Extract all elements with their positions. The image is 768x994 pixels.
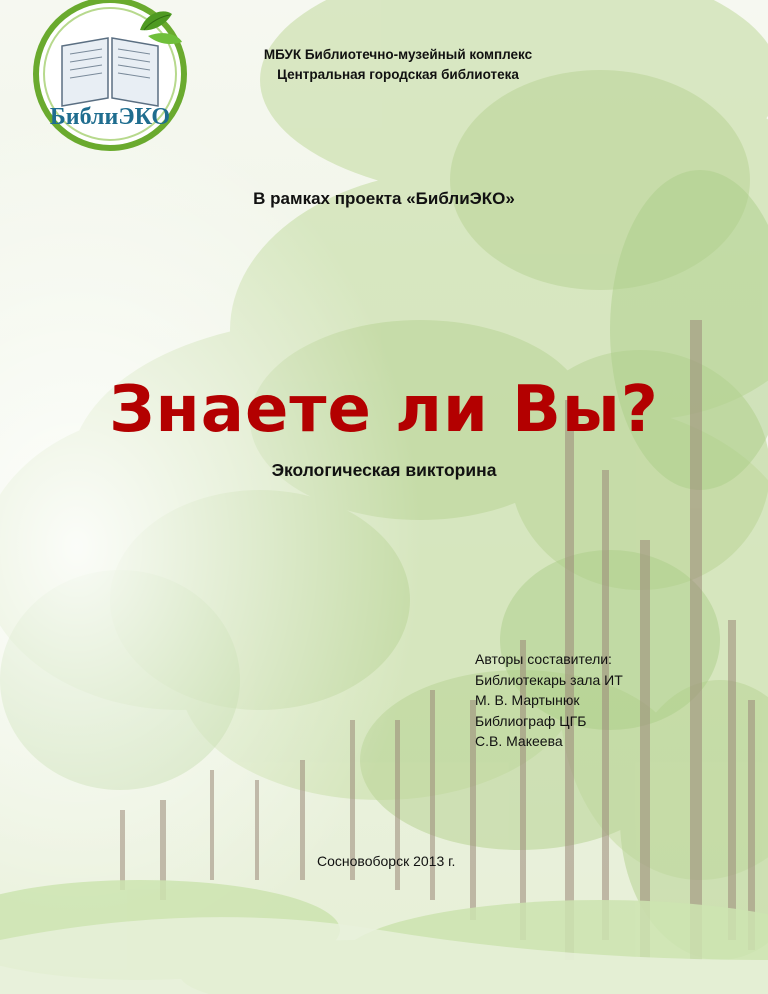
biblieko-logo: [22, 0, 198, 154]
authors-block: [475, 649, 623, 752]
logo-text: БиблиЭКО: [49, 104, 171, 130]
org-line-2: Центральная городская библиотека: [277, 67, 519, 82]
authors-line: Библиограф ЦГБ: [475, 712, 587, 729]
city-year: Сосновоборск 2013 г.: [317, 853, 456, 869]
page-title: Знаете ли Вы?: [109, 373, 659, 447]
org-line-1: МБУК Библиотечно-музейный комплекс: [263, 47, 533, 62]
project-caption: В рамках проекта «БиблиЭКО»: [253, 189, 515, 208]
organization-header: [228, 45, 568, 85]
authors-line: С.В. Макеева: [475, 733, 563, 749]
authors-line: М. В. Мартынюк: [475, 692, 580, 708]
page-subtitle: Экологическая викторина: [271, 460, 497, 480]
authors-line: Авторы составители:: [475, 651, 612, 667]
authors-line: Библиотекарь зала ИТ: [475, 671, 623, 688]
